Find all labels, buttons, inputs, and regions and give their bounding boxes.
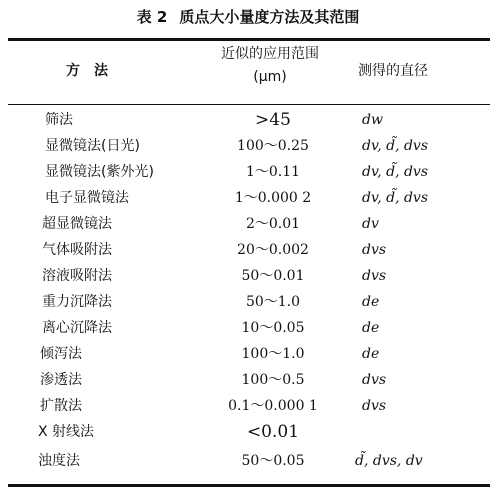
range-cell: 100～0.25: [237, 138, 309, 154]
range-cell: >45: [255, 110, 291, 130]
diameter-cell: dvs: [362, 398, 387, 414]
header-range-line2: (μm): [253, 69, 287, 85]
diameter-cell: dw: [362, 112, 383, 128]
range-cell: 2～0.01: [245, 216, 301, 232]
range-cell: 50～1.0: [245, 294, 301, 310]
range-cell: <0.01: [246, 422, 300, 442]
method-cell: 气体吸附法: [42, 242, 112, 258]
table-row: [0, 133, 496, 159]
diameter-cell: dvs: [362, 372, 387, 388]
table-row: [0, 448, 496, 474]
diameter-cell: de: [362, 294, 380, 310]
diameter-cell: dv, d̃, dvs: [362, 164, 429, 180]
table-row: [0, 341, 496, 367]
header-rule: [8, 104, 490, 105]
method-cell: 筛法: [45, 112, 73, 128]
table-row: [0, 393, 496, 419]
method-cell: 离心沉降法: [42, 320, 112, 336]
method-cell: 电子显微镜法: [45, 190, 129, 206]
range-cell: 100～0.5: [241, 372, 305, 388]
method-cell: 扩散法: [40, 398, 82, 414]
method-cell: 重力沉降法: [42, 294, 112, 310]
method-cell: 倾泻法: [40, 346, 82, 362]
top-rule: [8, 38, 490, 41]
range-cell: 20～0.002: [237, 242, 309, 258]
diameter-cell: dv, d̃, dvs: [362, 138, 429, 154]
range-cell: 50～0.05: [241, 453, 305, 469]
table-row: [0, 263, 496, 289]
diameter-cell: dvs: [362, 268, 387, 284]
header-diameter: 测得的直径: [358, 63, 428, 79]
method-cell: 显微镜法(紫外光): [45, 164, 154, 180]
table-number: 表 2: [136, 8, 168, 26]
range-cell: 10～0.05: [241, 320, 305, 336]
header-range: [200, 43, 340, 89]
method-cell: X 射线法: [38, 424, 95, 440]
diameter-cell: dv, d̃, dvs: [362, 190, 429, 206]
method-cell: 渗透法: [40, 372, 82, 388]
range-cell: 100～1.0: [241, 346, 305, 362]
range-cell: 0.1～0.000 1: [228, 398, 318, 414]
table-row: [0, 289, 496, 315]
diameter-cell: de: [362, 320, 380, 336]
table-row: [0, 107, 496, 133]
table-row: [0, 315, 496, 341]
table-row: [0, 367, 496, 393]
method-cell: 超显微镜法: [42, 216, 112, 232]
header-range-line1: 近似的应用范围: [221, 46, 319, 62]
table-row: [0, 237, 496, 263]
table-title: 质点大小量度方法及其范围: [179, 8, 360, 26]
table-row: [0, 419, 496, 445]
range-cell: 1～0.000 2: [234, 190, 312, 206]
method-cell: 浊度法: [38, 453, 80, 469]
range-cell: 50～0.01: [241, 268, 305, 284]
diameter-cell: d̃, dvs, dv: [355, 453, 423, 469]
range-cell: 1～0.11: [245, 164, 301, 180]
bottom-rule: [8, 484, 490, 487]
header-method: 方法: [66, 63, 122, 79]
table-caption: [0, 7, 496, 27]
method-cell: 显微镜法(日光): [45, 138, 140, 154]
table-row: [0, 211, 496, 237]
diameter-cell: dv: [362, 216, 379, 232]
table-row: [0, 185, 496, 211]
method-cell: 溶液吸附法: [42, 268, 112, 284]
table-row: [0, 159, 496, 185]
diameter-cell: de: [362, 346, 380, 362]
diameter-cell: dvs: [362, 242, 387, 258]
